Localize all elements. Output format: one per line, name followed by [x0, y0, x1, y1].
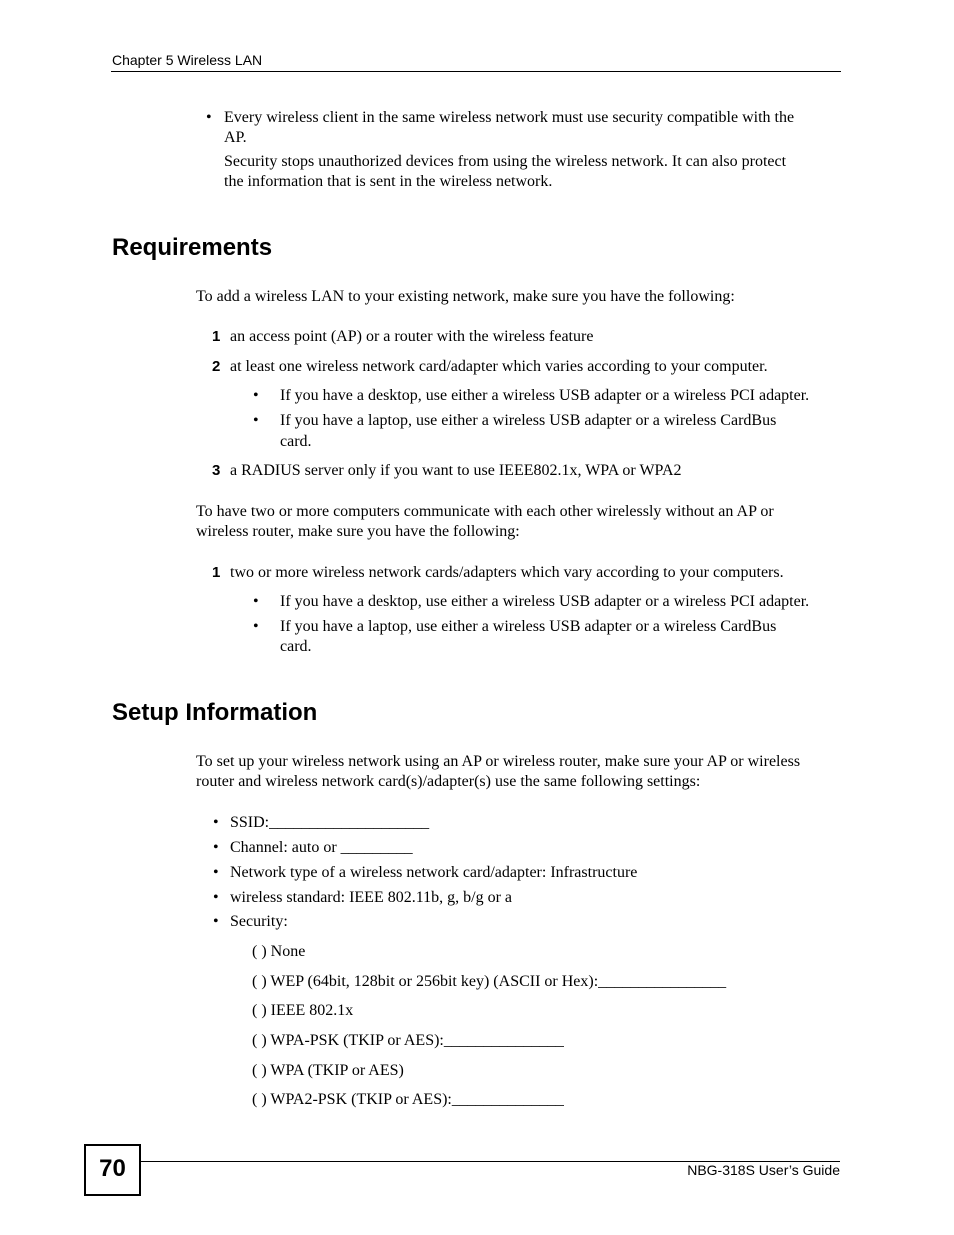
adhoc-sub-2-line-2: card. [280, 638, 312, 655]
guide-title: NBG-318S User’s Guide [687, 1162, 840, 1178]
bullet-marker: • [213, 913, 219, 930]
bullet-marker: • [206, 109, 212, 126]
requirements-heading: Requirements [112, 234, 273, 261]
bullet-marker: • [213, 814, 219, 831]
security-option-wpa2-psk: ( ) WPA2-PSK (TKIP or AES):______________ [252, 1091, 564, 1108]
header-divider [111, 71, 841, 72]
setup-heading: Setup Information [112, 699, 318, 726]
bullet-marker: • [213, 864, 219, 881]
security-option-wpa: ( ) WPA (TKIP or AES) [252, 1062, 404, 1079]
setup-item-channel: Channel: auto or _________ [230, 839, 413, 856]
bullet-marker: • [253, 593, 259, 610]
adhoc-sub-1: If you have a desktop, use either a wireless USB adapter or a wireless PCI adapter. [280, 593, 810, 610]
bullet-marker: • [213, 839, 219, 856]
bullet-marker: • [213, 889, 219, 906]
adhoc-lead-line-1: To have two or more computers communicate with each other wirelessly without an AP or [196, 503, 774, 520]
setup-item-ssid: SSID:____________________ [230, 814, 430, 831]
setup-item-network-type: Network type of a wireless network card/adapter: Infrastructure [230, 864, 638, 881]
adhoc-sub-2-line-1: If you have a laptop, use either a wireless USB adapter or a wireless CardBus [280, 618, 777, 635]
list-number: 1 [212, 564, 221, 581]
requirements-item-2-sub-2-line-2: card. [280, 433, 312, 450]
setup-item-wireless-standard: wireless standard: IEEE 802.11b, g, b/g or a [230, 889, 513, 906]
page-number: 70 [99, 1155, 126, 1182]
bullet-marker: • [253, 618, 259, 635]
chapter-header: Chapter 5 Wireless LAN [112, 52, 263, 68]
requirements-item-3: a RADIUS server only if you want to use IEEE802.1x, WPA or WPA2 [230, 462, 682, 479]
requirements-item-1: an access point (AP) or a router with the wireless feature [230, 328, 594, 345]
setup-lead-line-1: To set up your wireless network using an AP or wireless router, make sure your AP or wireless [196, 753, 801, 770]
requirements-item-2-sub-1: If you have a desktop, use either a wireless USB adapter or a wireless PCI adapter. [280, 387, 810, 404]
bullet-marker: • [253, 387, 259, 404]
bullet-marker: • [253, 412, 259, 429]
intro-bullet-line-1: Every wireless client in the same wireless network must use security compatible with the [224, 109, 795, 126]
adhoc-item-1: two or more wireless network cards/adapters which vary according to your computers. [230, 564, 784, 581]
setup-item-security: Security: [230, 913, 288, 930]
intro-bullet-line-2: AP. [224, 129, 247, 146]
security-option-wpa-psk: ( ) WPA-PSK (TKIP or AES):_______________ [252, 1032, 564, 1049]
security-option-8021x: ( ) IEEE 802.1x [252, 1002, 354, 1019]
setup-lead-line-2: router and wireless network card(s)/adapter(s) use the same following settings: [196, 773, 701, 790]
list-number: 1 [212, 328, 221, 345]
adhoc-lead-line-2: wireless router, make sure you have the following: [196, 523, 520, 540]
requirements-item-2: at least one wireless network card/adapter which varies according to your computer. [230, 358, 768, 375]
requirements-item-2-sub-2-line-1: If you have a laptop, use either a wireless USB adapter or a wireless CardBus [280, 412, 777, 429]
requirements-lead: To add a wireless LAN to your existing network, make sure you have the following: [196, 288, 735, 305]
security-option-wep: ( ) WEP (64bit, 128bit or 256bit key) (ASCII or Hex):________________ [252, 973, 727, 990]
list-number: 2 [212, 358, 221, 375]
intro-paragraph-line-1: Security stops unauthorized devices from using the wireless network. It can also protect [224, 153, 787, 170]
list-number: 3 [212, 462, 221, 479]
security-option-none: ( ) None [252, 943, 306, 960]
intro-paragraph-line-2: the information that is sent in the wireless network. [224, 173, 553, 190]
